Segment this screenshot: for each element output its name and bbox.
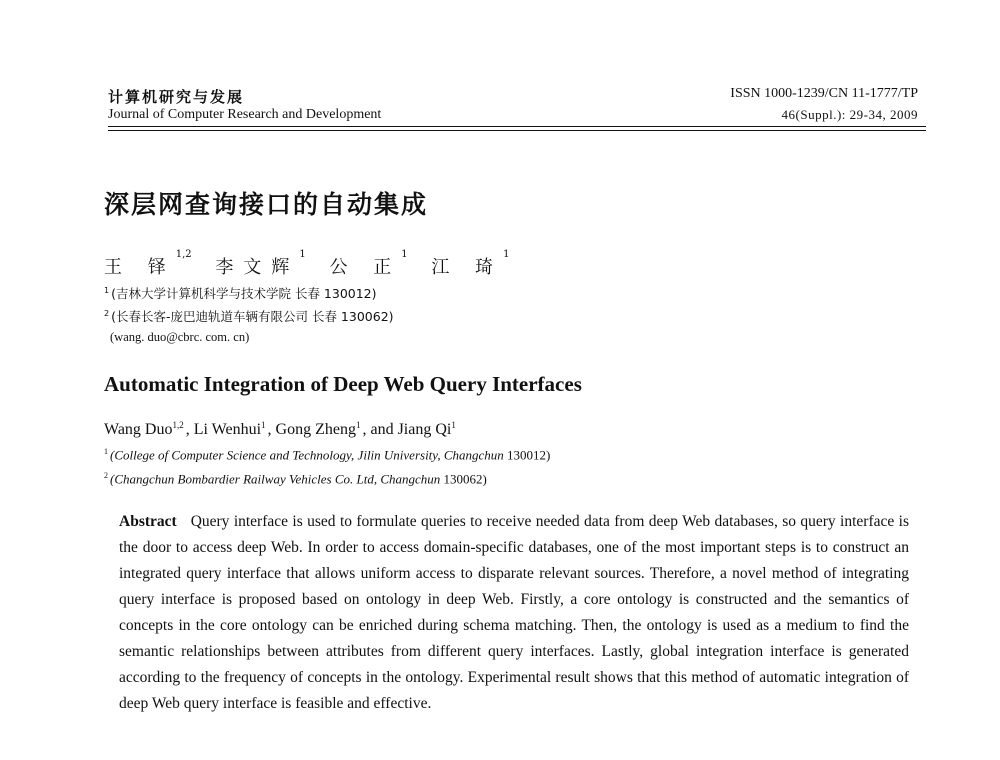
affiliation-cn-1: $^1$ (吉林大学计算机科学与技术学院 长春 130012) [104,285,377,301]
paper-title-en: Automatic Integration of Deep Web Query Interfaces [104,372,582,396]
journal-title-cn: 计算机研究与发展 [108,88,245,106]
authors-en [104,420,458,439]
affiliation-en-1: $^1$ (College of Computer Science and Technology, Jilin University, Changchun 130012) [104,447,551,463]
author-cn: 公 正$^1$ [329,249,408,278]
author-en: Gong Zheng$^1$ , and [275,420,398,439]
abstract [119,509,909,717]
author-en: Jiang Qi$^1$ [397,420,456,439]
author-en: Li Wenhui$^1$ , [193,420,276,439]
journal-title-en: Journal of Computer Research and Development [108,107,382,122]
abstract-text: Query interface is used to formulate queries to receive needed data from deep Web databases, so query interface is the door to access deep Web. In order to access domain-specific databases, one of the most important steps is to construct an integrated query interface that allows uniform access to disparate relevant sources. Therefore, a novel method of integrating query interface is proposed based on ontology in deep Web. Firstly, a core ontology is constructed and the semantics of concepts in the core ontology can be enriched during schema matching. Then, the ontology is used as a medium to find the semantic relationships between attributes from different query interfaces. Lastly, global integration interface is generated according to the frequency of concepts in the ontology. Experimental result shows that this method of automatic integration of deep Web query interface is feasible and effective. [119,513,909,712]
author-email: (wang. duo@cbrc. com. cn) [110,330,250,344]
header-rule [108,126,926,127]
author-en: Wang Duo$^{1,2}$ , [104,420,194,439]
author-cn: 王 铎$^{1,2}$ [104,249,192,278]
issn: ISSN 1000-1239/CN 11-1777/TP [730,86,918,101]
header-rule-thin [108,130,926,131]
abstract-label: Abstract [119,513,177,530]
author-cn: 李文辉$^1$ [215,249,306,278]
author-cn: 江 琦$^1$ [431,249,510,278]
paper-title-cn: 深层网查询接口的自动集成 [104,190,429,219]
volume-pages: 46(Suppl.): 29-34, 2009 [781,107,918,122]
authors-cn [104,249,527,279]
affiliation-cn-2: $^2$ (长春长客-庞巴迪轨道车辆有限公司 长春 130062) [104,308,394,324]
affiliation-en-2: $^2$ (Changchun Bombardier Railway Vehicles Co. Ltd, Changchun 130062) [104,471,487,487]
